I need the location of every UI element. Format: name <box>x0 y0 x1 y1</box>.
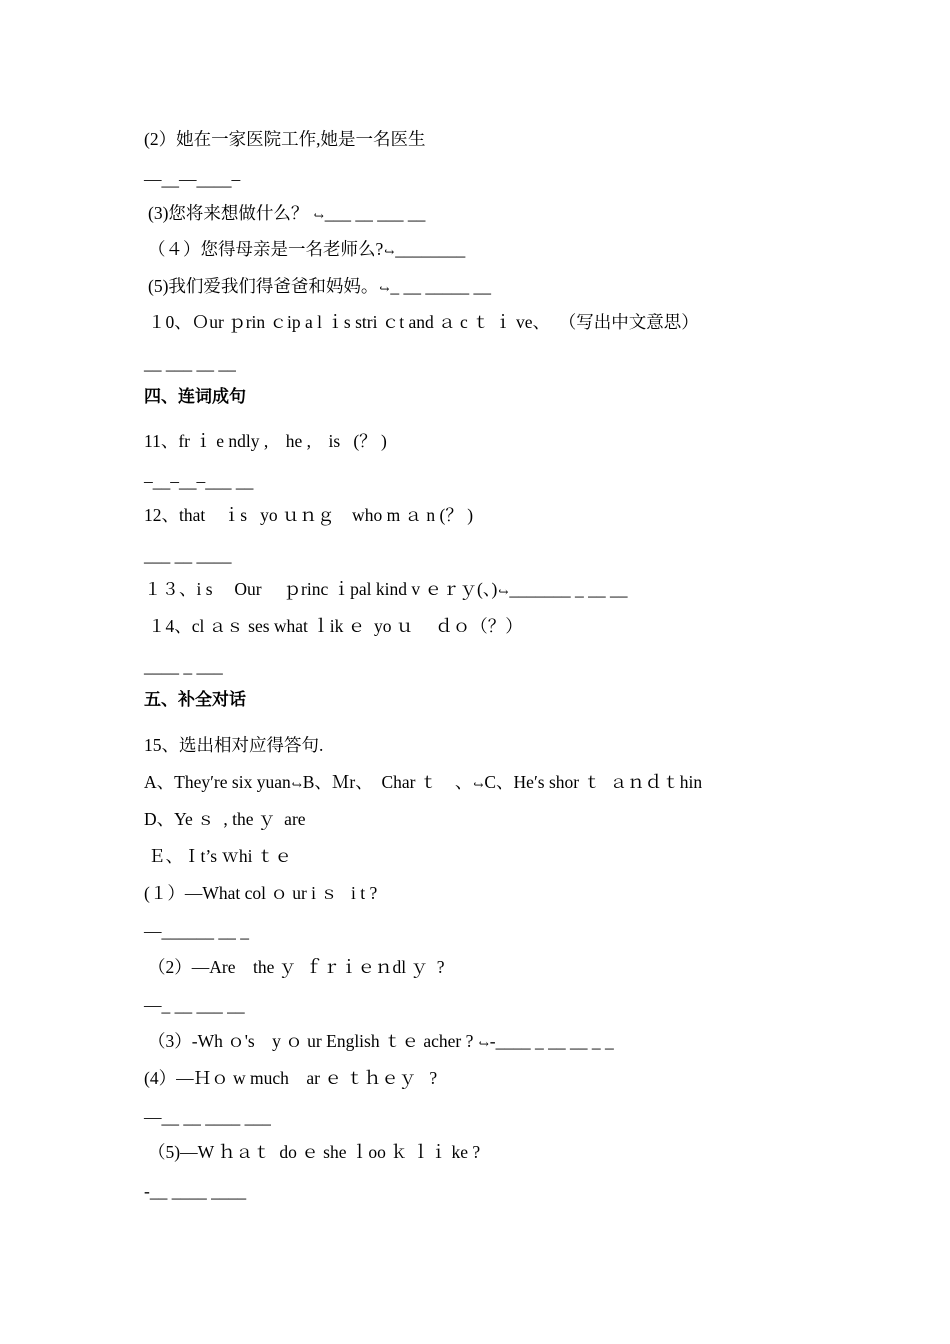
question-2: (2）她在一家医院工作,她是一名医生 <box>144 129 426 149</box>
arrow-mark-icon: ↪ <box>313 209 324 223</box>
dialogue-2: （2）—Are the ｙ ｆｒｉｅｎdl ｙ ? <box>148 957 445 977</box>
arrow-mark-icon: ↪ <box>473 778 484 792</box>
options-a-b-c: A、They′re six yuan↪B、Ｍr、 Char ｔ 、↪C、He′s shor ｔ ａｎｄｔhin <box>144 772 703 792</box>
question-5: (5)我们爱我们得爸爸和妈妈。↪_ __ _____ __ <box>148 276 492 296</box>
dialogue-4: (4）—Ｈｏ w much ar ｅ ｔｈｅｙ ? <box>144 1068 438 1088</box>
question-13: １３、i s Our ｐrinc ｉpal kind v ｅｒｙ(、)↪_______ _ __ __ <box>144 579 628 599</box>
arrow-mark-icon: ↪ <box>384 245 395 259</box>
answer-line-14: ____ _ ___ <box>144 656 223 676</box>
reply-line-4: —__ __ ____ ___ <box>144 1107 271 1127</box>
answer-line-10: __ ___ __ __ <box>144 353 236 373</box>
section-heading-5: 五、补全对话 <box>144 690 246 710</box>
question-12: 12、that ｉs yo ｕｎｇ who m ａ n (？ ) <box>144 505 474 525</box>
arrow-mark-icon: ↪ <box>379 282 390 296</box>
reply-line-5: -__ ____ ____ <box>144 1181 247 1201</box>
dialogue-1: (１）—What col ｏ ur i ｓ i t ? <box>144 883 378 903</box>
answer-line-12: ___ __ ____ <box>144 545 232 565</box>
question-3: (3)您将来想做什么？ ↪___ __ ___ __ <box>148 203 426 223</box>
answer-line-11: –__–__–___ __ <box>144 471 254 491</box>
dialogue-5: （5)—W ｈａｔ do ｅ she ｌoo ｋ ｌｉ ke ? <box>148 1142 481 1162</box>
reply-line-2: —_ __ ___ __ <box>144 995 245 1015</box>
question-15: 15、选出相对应得答句. <box>144 735 324 755</box>
option-e: Ｅ、Ｉt’s ｗhi ｔｅ <box>148 846 292 866</box>
arrow-mark-icon: ↪ <box>291 778 302 792</box>
arrow-mark-icon: ↪ <box>478 1037 489 1051</box>
arrow-mark-icon: ↪ <box>498 585 509 599</box>
option-d: D、Ye ｓ , the ｙ are <box>144 809 306 829</box>
answer-line-2: —__—____– <box>144 169 241 189</box>
question-10: １0、Ｏur ｐrin ｃip a l ｉs stri ｃt and ａ c ｔ ｉ ve、 （写出中文意思） <box>148 312 699 332</box>
question-11: 11、fr ｉ e ndly , he , is (？ ) <box>144 431 387 451</box>
question-4: （４）您得母亲是一名老师么?↪________ <box>148 239 466 259</box>
section-heading-4: 四、连词成句 <box>144 387 246 407</box>
question-14: １4、cl ａｓ ses what ｌik ｅ yo ｕ ｄｏ（？） <box>148 616 523 636</box>
reply-line-1: —______ __ _ <box>144 921 249 941</box>
dialogue-3: （3）-Wh ｏ's y ｏ ur English ｔｅ acher ? ↪-____ _ __ __ _ _ <box>148 1031 614 1051</box>
